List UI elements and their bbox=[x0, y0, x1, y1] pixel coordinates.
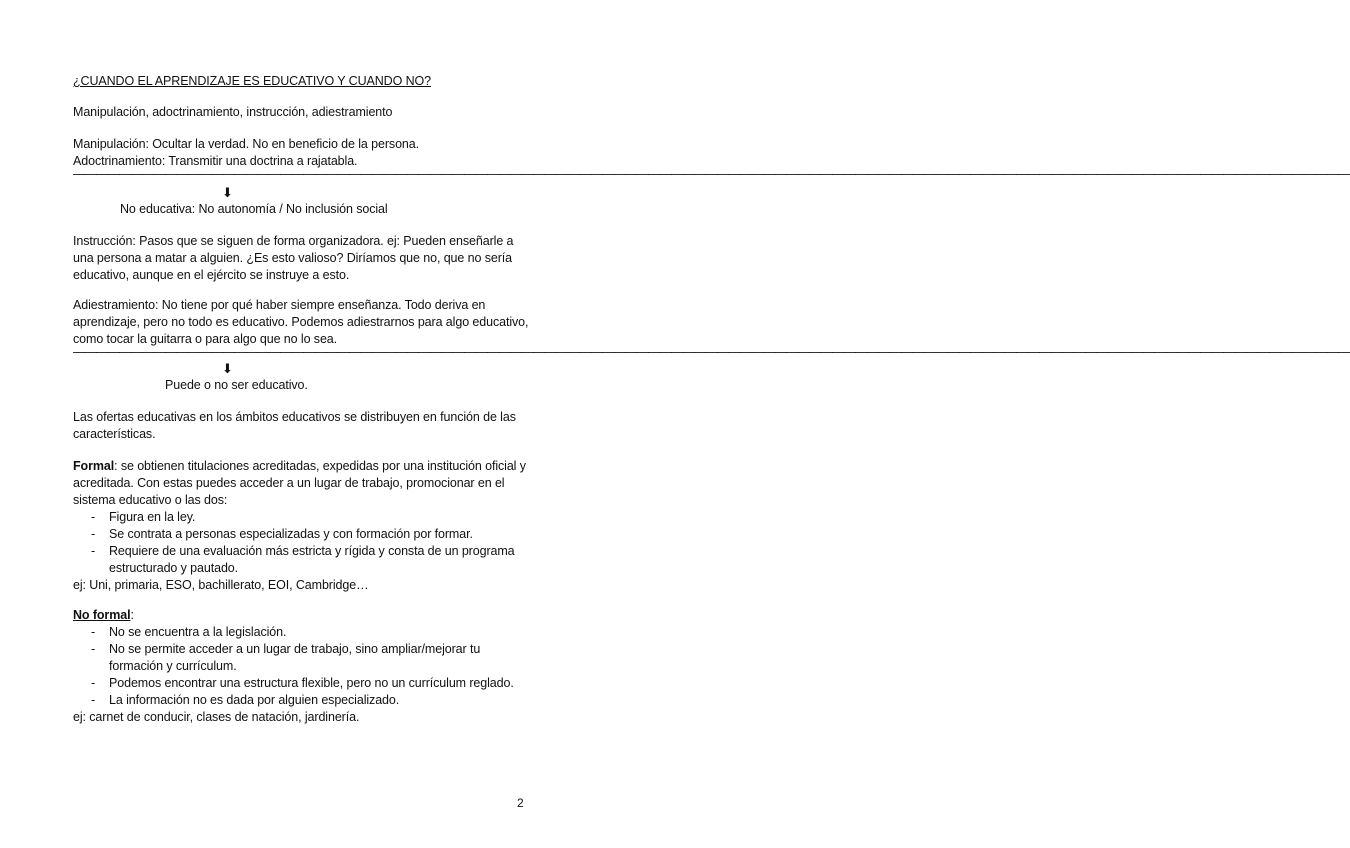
bullet-dash: - bbox=[91, 544, 96, 558]
no-formal-bullet-4: La información no es dada por alguien especializado. bbox=[109, 693, 400, 707]
separator-line-1: ——————————————————————————————————————————————————————————————————————————————————————————————————————————————— bbox=[73, 167, 1350, 181]
formal-heading: Formal bbox=[73, 459, 115, 473]
formal-bullet-3: Requiere de una evaluación más estricta y rígida y consta de un programa bbox=[109, 544, 515, 558]
formal-bullet-2: Se contrata a personas especializadas y con formación por formar. bbox=[109, 527, 473, 541]
adiestramiento-line-1: Adiestramiento: No tiene por qué haber siempre enseñanza. Todo deriva en bbox=[73, 298, 486, 312]
formal-line-2: acreditada. Con estas puedes acceder a un lugar de trabajo, promocionar en el bbox=[73, 476, 505, 490]
down-arrow-icon: ⬇ bbox=[222, 185, 233, 200]
bullet-dash: - bbox=[91, 527, 96, 541]
page-number: 2 bbox=[517, 796, 524, 810]
no-formal-heading: No formal bbox=[73, 608, 131, 622]
bullet-dash: - bbox=[91, 693, 96, 707]
separator-line-2: ——————————————————————————————————————————————————————————————————————————————————————————————————————————————— bbox=[73, 345, 1350, 359]
formal-line-1 bbox=[73, 458, 526, 475]
instruccion-line-3: educativo, aunque en el ejército se instruye a esto. bbox=[73, 268, 350, 282]
formal-line-1-text: : se obtienen titulaciones acreditadas, expedidas por una institución oficial y bbox=[114, 459, 526, 473]
conclusion-no-educativa: No educativa: No autonomía / No inclusión social bbox=[120, 202, 388, 216]
formal-bullet-3-cont: estructurado y pautado. bbox=[109, 561, 239, 575]
no-formal-colon: : bbox=[130, 608, 134, 622]
bullet-dash: - bbox=[91, 510, 96, 524]
formal-line-3: sistema educativo o las dos: bbox=[73, 493, 228, 507]
bullet-dash: - bbox=[91, 625, 96, 639]
instruccion-line-2: una persona a matar a alguien. ¿Es esto valioso? Diríamos que no, que no sería bbox=[73, 251, 512, 265]
definition-manipulacion: Manipulación: Ocultar la verdad. No en beneficio de la persona. bbox=[73, 137, 419, 151]
no-formal-example: ej: carnet de conducir, clases de natación, jardinería. bbox=[73, 710, 360, 724]
adiestramiento-line-2: aprendizaje, pero no todo es educativo. Podemos adiestrarnos para algo educativo, bbox=[73, 315, 529, 329]
definition-adoctrinamiento: Adoctrinamiento: Transmitir una doctrina a rajatabla. bbox=[73, 154, 358, 168]
ofertas-line-2: características. bbox=[73, 427, 156, 441]
no-formal-heading-line bbox=[73, 607, 134, 624]
terms-line: Manipulación, adoctrinamiento, instrucción, adiestramiento bbox=[73, 105, 393, 119]
conclusion-puede-o-no: Puede o no ser educativo. bbox=[165, 378, 308, 392]
formal-example: ej: Uni, primaria, ESO, bachillerato, EOI, Cambridge… bbox=[73, 578, 369, 592]
adiestramiento-line-3: como tocar la guitarra o para algo que no lo sea. bbox=[73, 332, 338, 346]
no-formal-bullet-2: No se permite acceder a un lugar de trabajo, sino ampliar/mejorar tu bbox=[109, 642, 481, 656]
bullet-dash: - bbox=[91, 676, 96, 690]
no-formal-bullet-2-cont: formación y currículum. bbox=[109, 659, 237, 673]
no-formal-bullet-3: Podemos encontrar una estructura flexible, pero no un currículum reglado. bbox=[109, 676, 514, 690]
ofertas-line-1: Las ofertas educativas en los ámbitos educativos se distribuyen en función de las bbox=[73, 410, 516, 424]
formal-bullet-1: Figura en la ley. bbox=[109, 510, 196, 524]
page-title: ¿CUANDO EL APRENDIZAJE ES EDUCATIVO Y CUANDO NO? bbox=[73, 74, 432, 88]
down-arrow-icon: ⬇ bbox=[222, 361, 233, 376]
no-formal-bullet-1: No se encuentra a la legislación. bbox=[109, 625, 287, 639]
instruccion-line-1: Instrucción: Pasos que se siguen de forma organizadora. ej: Pueden enseñarle a bbox=[73, 234, 514, 248]
bullet-dash: - bbox=[91, 642, 96, 656]
